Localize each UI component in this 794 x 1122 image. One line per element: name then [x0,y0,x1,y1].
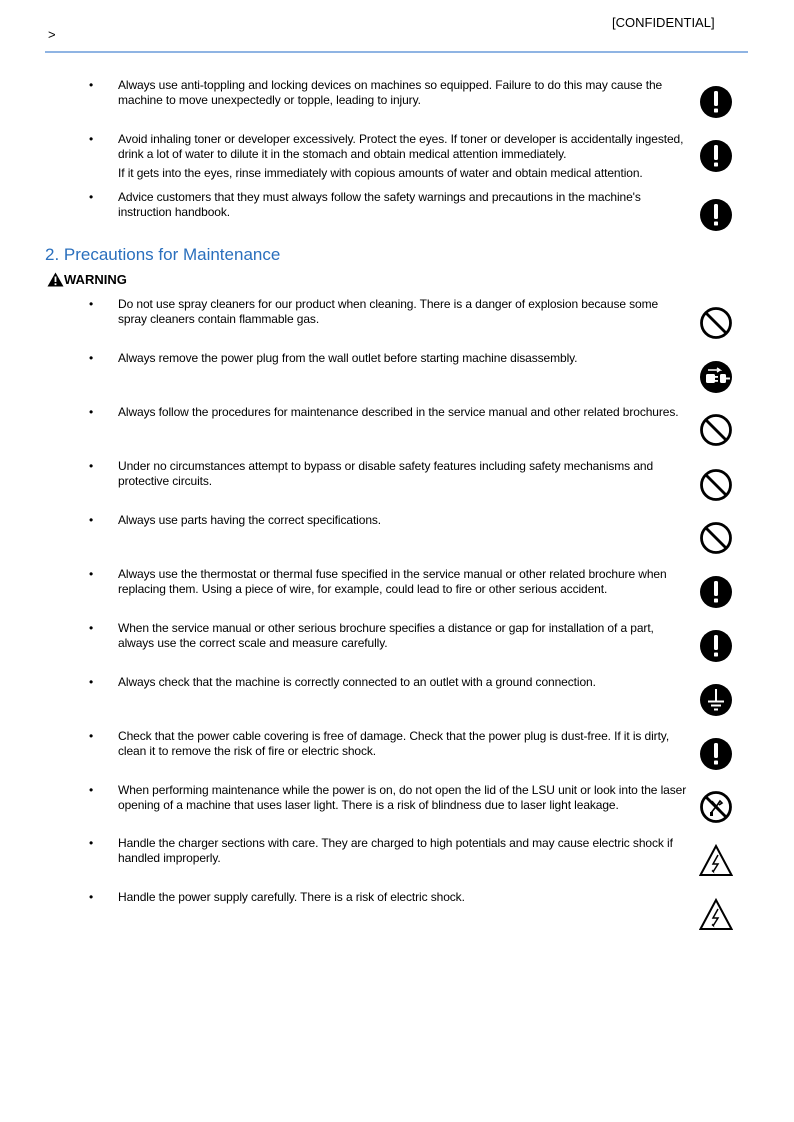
mandatory-action-icon [699,575,733,609]
bullet: • [89,297,94,311]
item-paragraph: Advice customers that they must always follow the safety warnings and precautions in the machine's instruction handbook. [118,190,641,219]
item-paragraph: When performing maintenance while the power is on, do not open the lid of the LSU unit or look into the laser opening of a machine that uses laser light. There is a risk of blindness due to laser light leakage. [118,783,687,812]
mandatory-action-icon [699,85,733,119]
item-text [118,351,690,366]
mandatory-action-icon [699,629,733,663]
item-paragraph: Always use the thermostat or thermal fuse specified in the service manual or other related brochure when replacing them. Using a piece of wire, for example, could lead to fire or other serious accident. [118,567,667,596]
item-text [118,675,690,690]
header-divider [45,51,748,53]
bullet: • [89,513,94,527]
item-text [118,190,690,220]
item-text [118,405,690,420]
bullet: • [89,405,94,419]
item-paragraph: Handle the charger sections with care. They are charged to high potentials and may cause electric shock if handled improperly. [118,836,673,865]
item-text [118,729,690,759]
bullet: • [89,836,94,850]
item-text [118,297,690,327]
mandatory-action-icon [699,737,733,771]
prohibited-icon [699,306,733,340]
item-text [118,836,690,866]
item-text [118,78,690,108]
item-paragraph: Always check that the machine is correctly connected to an outlet with a ground connection. [118,675,596,689]
item-paragraph: Always follow the procedures for maintenance described in the service manual and other related brochures. [118,405,679,419]
prohibited-icon [699,468,733,502]
bullet: • [89,890,94,904]
prohibited-icon [699,521,733,555]
electric-shock-icon [699,844,733,878]
item-text [118,783,690,813]
item-text [118,567,690,597]
item-paragraph: Avoid inhaling toner or developer excessively. Protect the eyes. If toner or developer is accidentally ingested, drink a lot of water to dilute it in the stomach and obtain medical attention immediately. [118,132,684,161]
item-paragraph: Always remove the power plug from the wall outlet before starting machine disassembly. [118,351,578,365]
bullet: • [89,132,94,146]
section-title: 2. Precautions for Maintenance [45,245,281,264]
bullet: • [89,621,94,635]
warning-label: WARNING [64,272,127,287]
warning-heading [47,272,127,287]
item-paragraph: When the service manual or other serious brochure specifies a distance or gap for installation of a part, always use the correct scale and measure carefully. [118,621,654,650]
prohibited-icon [699,413,733,447]
item-text [118,890,690,905]
bullet: • [89,190,94,204]
item-paragraph: Always use parts having the correct specifications. [118,513,382,527]
breadcrumb: > [48,27,56,42]
bullet: • [89,675,94,689]
item-text [118,132,690,181]
ground-icon [699,683,733,717]
unplug-icon [699,360,733,394]
mandatory-action-icon [699,139,733,173]
item-paragraph: Check that the power cable covering is free of damage. Check that the power plug is dust-free. If it is dirty, clean it to remove the risk of fire or electric shock. [118,729,670,758]
electric-shock-icon [699,898,733,932]
bullet: • [89,783,94,797]
item-text [118,513,690,528]
item-text [118,621,690,651]
do-not-disassemble-icon [699,790,733,824]
bullet: • [89,729,94,743]
bullet: • [89,351,94,365]
item-paragraph: Do not use spray cleaners for our product when cleaning. There is a danger of explosion because some spray cleaners contain flammable gas. [118,297,659,326]
item-paragraph: Handle the power supply carefully. There is a risk of electric shock. [118,890,465,904]
confidential-label: [CONFIDENTIAL] [612,15,715,30]
item-text [118,459,690,489]
bullet: • [89,459,94,473]
item-paragraph: Always use anti-toppling and locking devices on machines so equipped. Failure to do this may cause the machine to move unexpectedly or topple, leading to injury. [118,78,663,107]
bullet: • [89,78,94,92]
mandatory-action-icon [699,198,733,232]
bullet: • [89,567,94,581]
item-paragraph: If it gets into the eyes, rinse immediately with copious amounts of water and obtain medical attention. [118,166,643,180]
item-paragraph: Under no circumstances attempt to bypass or disable safety features including safety mechanisms and protective circuits. [118,459,654,488]
warning-triangle-icon [47,272,64,287]
